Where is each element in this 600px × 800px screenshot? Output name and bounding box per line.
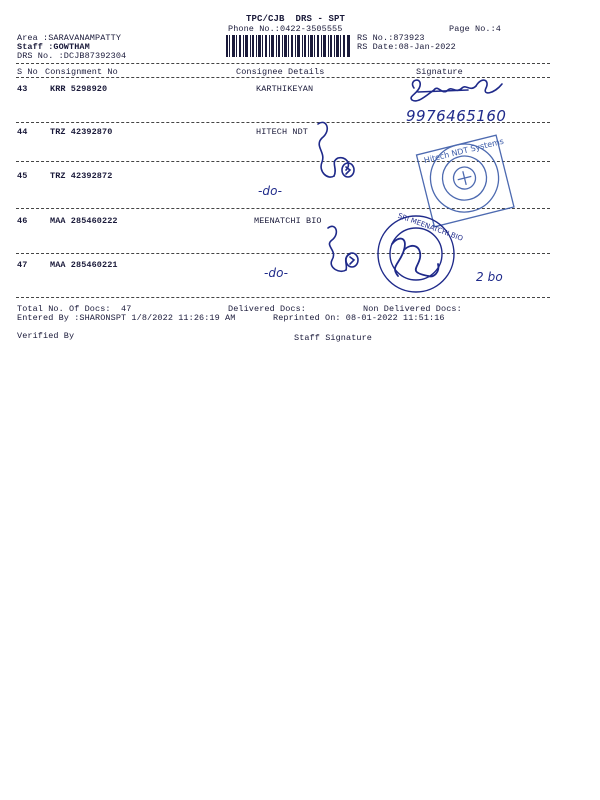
company-round-stamp [368, 206, 468, 306]
table-bottom-divider [16, 297, 550, 298]
row-consignment: TRZ 42392872 [50, 171, 113, 181]
row-sno: 46 [17, 216, 28, 226]
row-sno: 47 [17, 260, 28, 270]
staff-signature: Staff Signature [294, 333, 373, 343]
column-header-consignee: Consignee Details [236, 67, 325, 77]
row-consignee: MEENATCHI BIO [254, 216, 322, 226]
column-header-signature: Signature [416, 67, 463, 77]
rs-number: RS No.:873923 [357, 33, 425, 43]
verified-by: Verified By [17, 331, 75, 341]
report-title: TPC/CJB DRS - SPT [246, 14, 346, 24]
reprinted-on: Reprinted On: 08-01-2022 11:51:16 [273, 313, 445, 323]
column-header-sno: S No [17, 67, 38, 77]
total-docs: Total No. Of Docs: 47 [17, 304, 132, 314]
rs-date: RS Date:08-Jan-2022 [357, 42, 456, 52]
handwritten-phone: 9976465160 [406, 107, 507, 125]
handwritten-signature [308, 118, 368, 198]
non-delivered-docs: Non Delivered Docs: [363, 304, 462, 314]
header-divider [16, 63, 550, 64]
stamp-text: Hitech NDT Systems [423, 136, 505, 166]
page-number: Page No.:4 [449, 24, 502, 34]
row-sno: 43 [17, 84, 28, 94]
row-consignee: KARTHIKEYAN [256, 84, 314, 94]
entered-by: Entered By :SHARONSPT 1/8/2022 11:26:19 AM [17, 313, 236, 323]
row-consignment: MAA 285460221 [50, 260, 118, 270]
row-sno: 44 [17, 127, 28, 137]
row-sno: 45 [17, 171, 28, 181]
row-consignee: HITECH NDT [256, 127, 309, 137]
staff-field: Staff :GOWTHAM [17, 42, 90, 52]
drs-number: DRS No. :DCJB87392304 [17, 51, 127, 61]
row-consignment: TRZ 42392870 [50, 127, 113, 137]
handwritten-note: 2 bo [476, 270, 503, 284]
row-consignment: MAA 285460222 [50, 216, 118, 226]
row-divider [16, 253, 550, 254]
area-field: Area :SARAVANAMPATTY [17, 33, 122, 43]
stamp-text: SRI MEENATCHI BIO [396, 211, 464, 243]
barcode [226, 35, 350, 57]
column-header-consignment: Consignment No [45, 67, 118, 77]
delivered-docs: Delivered Docs: [228, 304, 307, 314]
row-consignment: KRR 5298920 [50, 84, 108, 94]
phone-number: Phone No.:0422-3505555 [228, 24, 343, 34]
handwritten-ditto: -do- [258, 184, 283, 198]
handwritten-ditto: -do- [264, 266, 289, 280]
